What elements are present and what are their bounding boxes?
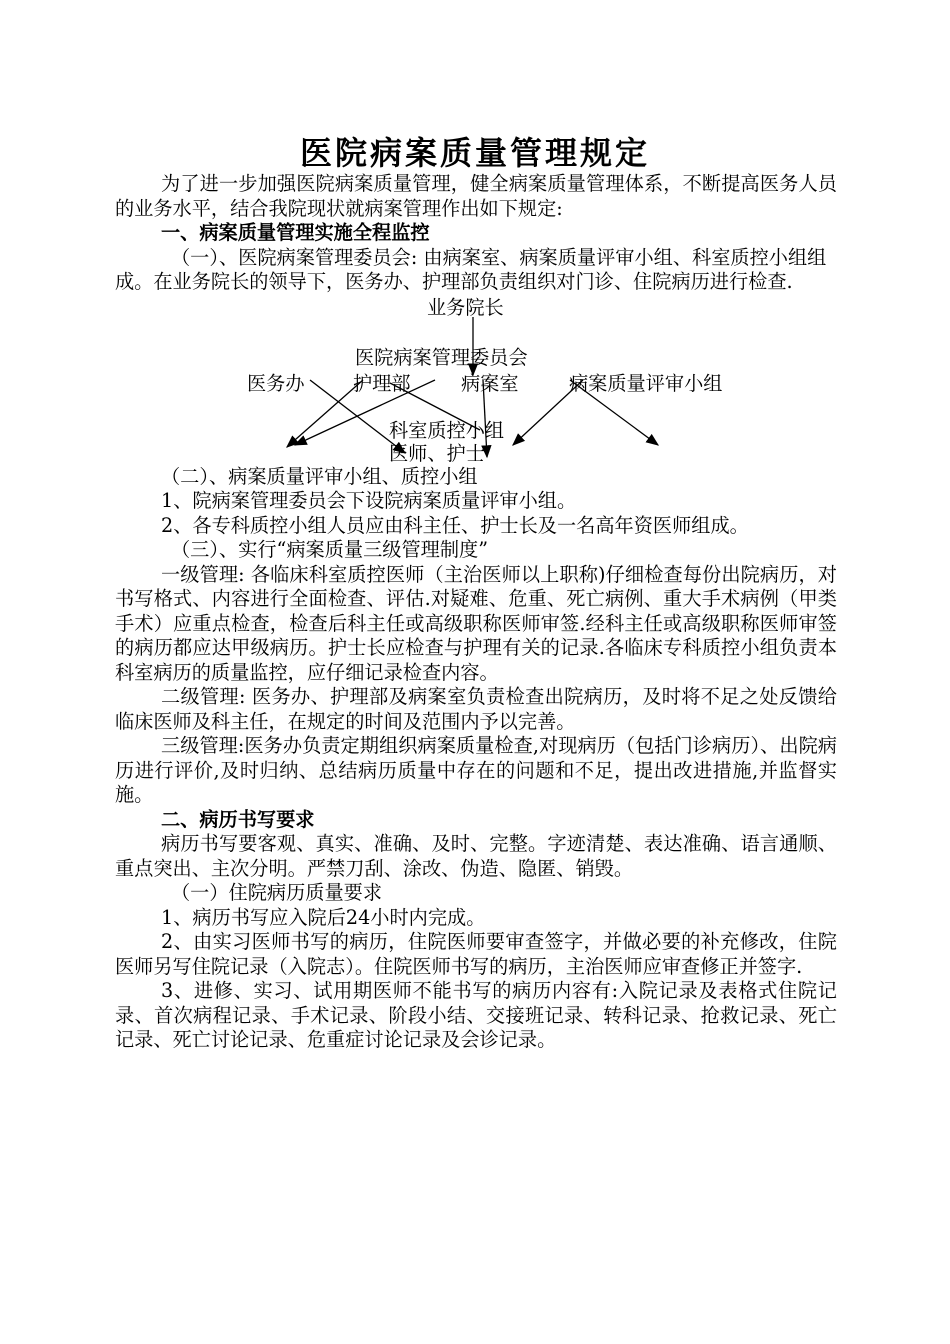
- section-2-item-1: 1、病历书写应入院后24小时内完成。: [161, 905, 486, 929]
- node-review-group: 病案质量评审小组: [569, 371, 723, 395]
- level-2-management: 二级管理: 医务办、护理部及病案室负责检查出院病历，及时将不足之处反馈给临床医师及科主任，在规定的时间及范围内予以完善。: [115, 685, 837, 733]
- intro-paragraph: 为了进一步加强医院病案质量管理，健全病案质量管理体系，不断提高医务人员的业务水平，结合我院现状就病案管理作出如下规定:: [115, 172, 837, 220]
- node-dept-qc-group: 科室质控小组: [389, 418, 505, 442]
- section-1-sub-3-title: （三）、实行“病案质量三级管理制度”: [171, 538, 489, 561]
- section-2-item-3: 3、进修、实习、试用期医师不能书写的病历内容有:入院记录及表格式住院记录、首次病程记录、手术记录、阶段小结、交接班记录、转科记录、抢救记录、死亡记录、死亡讨论记录、危重症讨论记录及会诊记录。: [115, 979, 837, 1051]
- section-1-heading: 一、病案质量管理实施全程监控: [161, 221, 430, 244]
- section-1-sub-2-item-2: 2、各专科质控小组人员应由科主任、护士长及一名高年资医师组成。: [161, 513, 749, 537]
- node-records-room: 病案室: [461, 371, 519, 395]
- document-body: [115, 172, 837, 1053]
- node-committee: 医院病案管理委员会: [355, 345, 528, 369]
- level-1-management: 一级管理: 各临床科室质控医师（主治医师以上职称)仔细检查每份出院病历，对书写格式、内容进行全面检查、评估.对疑难、危重、死亡病例、重大手术病例（甲类手术）应重点检查，检查后科主任或高级职称医师审签.经科主任或高级职称医师审签的病历都应达甲级病历。护士长应检查与护理有关的记录.各临床专科质控小组负责本科室病历的质量监控，应仔细记录检查内容。: [115, 562, 837, 684]
- section-1-sub-1-paragraph: （一）、医院病案管理委员会: 由病案室、病案质量评审小组、科室质控小组组成。在业务院长的领导下，医务办、护理部负责组织对门诊、住院病历进行检查.: [115, 245, 827, 293]
- node-doctors-nurses: 医师、护士: [389, 441, 485, 465]
- section-1-sub-2-item-1: 1、院病案管理委员会下设院病案质量评审小组。: [161, 489, 577, 512]
- org-chart-diagram: [115, 295, 837, 465]
- node-vice-president: 业务院长: [427, 295, 504, 319]
- section-2-item-2: 2、由实习医师书写的病历，住院医师要审查签字，并做必要的补充修改，住院医师另写住院记录（入院志）。住院医师书写的病历，主治医师应审查修正并签字.: [115, 930, 837, 978]
- page-title: 医院病案质量管理规定: [299, 134, 650, 172]
- level-3-management: 三级管理:医务办负责定期组织病案质量检查,对现病历（包括门诊病历）、出院病历进行评价,及时归纳、总结病历质量中存在的问题和不足，提出改进措施,并监督实施。: [115, 734, 837, 806]
- node-nursing-dept: 护理部: [353, 371, 411, 395]
- section-1-sub-2-title: （二）、病案质量评审小组、质控小组: [161, 464, 478, 488]
- section-2-intro: 病历书写要客观、真实、准确、及时、完整。字迹清楚、表达准确、语言通顺、重点突出、主次分明。严禁刀刮、涂改、伪造、隐匿、销毁。: [115, 832, 837, 880]
- node-medical-office: 医务办: [247, 371, 305, 395]
- section-2-heading: 二、病历书写要求: [161, 807, 315, 831]
- section-2-sub-1-title: （一）住院病历质量要求: [171, 881, 383, 904]
